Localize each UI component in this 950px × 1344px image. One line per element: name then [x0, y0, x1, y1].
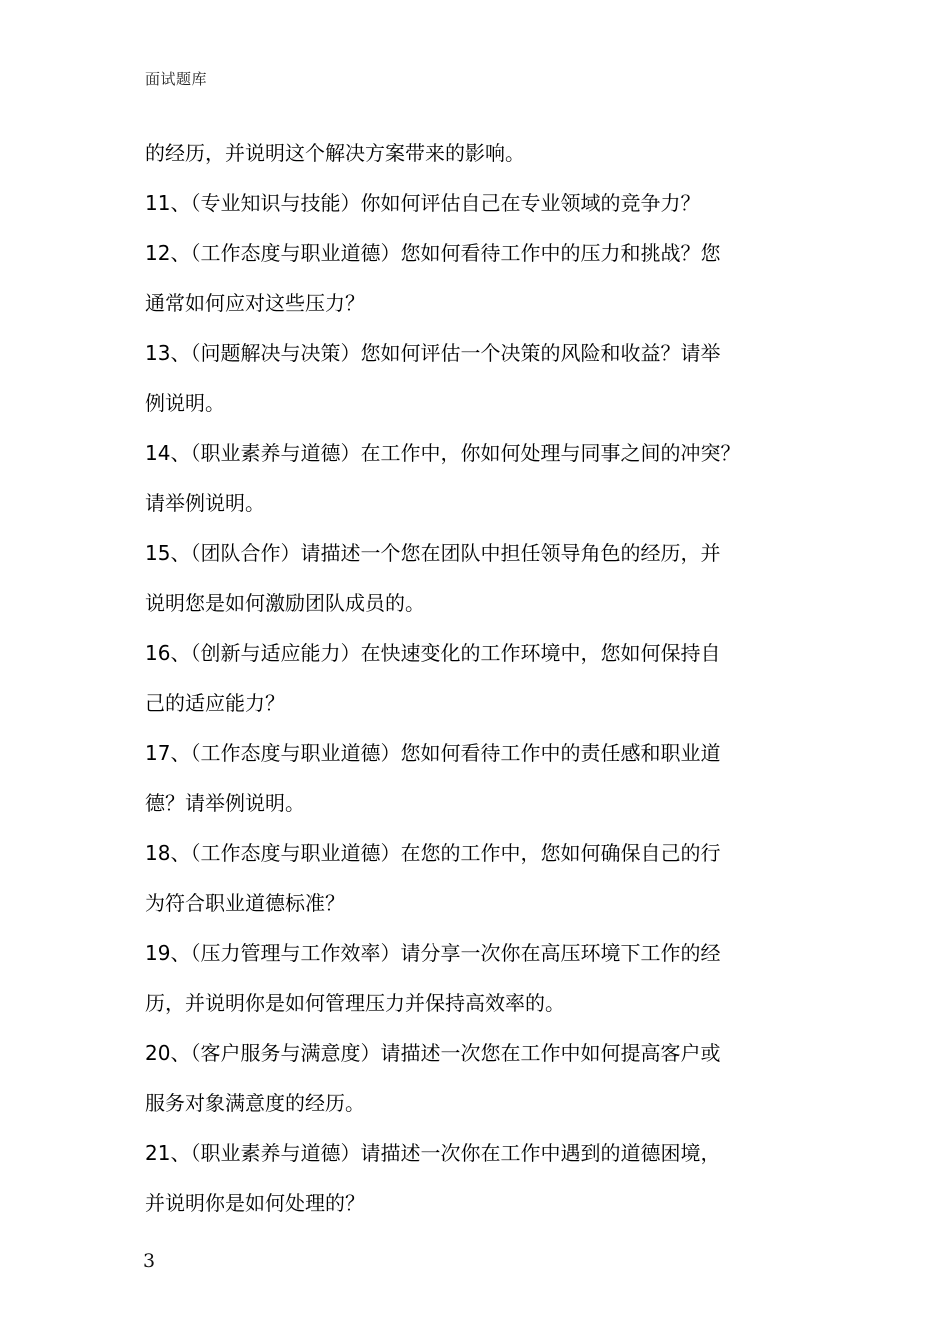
text-line: 的经历，并说明这个解决方案带来的影响。 [145, 141, 525, 165]
question-17-continued: 德？请举例说明。 [145, 791, 305, 815]
question-13-continued: 例说明。 [145, 391, 225, 415]
question-18: 18、（工作态度与职业道德）在您的工作中，您如何确保自己的行 [145, 841, 721, 865]
question-17: 17、（工作态度与职业道德）您如何看待工作中的责任感和职业道 [145, 741, 721, 765]
question-16: 16、（创新与适应能力）在快速变化的工作环境中，您如何保持自 [145, 641, 721, 665]
question-21: 21、（职业素养与道德）请描述一次你在工作中遇到的道德困境， [145, 1141, 721, 1165]
question-15: 15、（团队合作）请描述一个您在团队中担任领导角色的经历，并 [145, 541, 721, 565]
question-list [145, 128, 810, 1228]
question-14: 14、（职业素养与道德）在工作中，你如何处理与同事之间的冲突？ [145, 441, 741, 465]
question-16-continued: 己的适应能力？ [145, 691, 285, 715]
question-19: 19、（压力管理与工作效率）请分享一次你在高压环境下工作的经 [145, 941, 721, 965]
question-12: 12、（工作态度与职业道德）您如何看待工作中的压力和挑战？您 [145, 241, 721, 265]
question-20-continued: 服务对象满意度的经历。 [145, 1091, 365, 1115]
question-19-continued: 历，并说明你是如何管理压力并保持高效率的。 [145, 991, 565, 1015]
question-18-continued: 为符合职业道德标准？ [145, 891, 345, 915]
question-14-continued: 请举例说明。 [145, 491, 265, 515]
page-number: 3 [143, 1250, 156, 1272]
question-12-continued: 通常如何应对这些压力？ [145, 291, 365, 315]
page-header-title: 面试题库 [145, 70, 208, 88]
question-20: 20、（客户服务与满意度）请描述一次您在工作中如何提高客户或 [145, 1041, 721, 1065]
question-21-continued: 并说明你是如何处理的？ [145, 1191, 365, 1215]
question-13: 13、（问题解决与决策）您如何评估一个决策的风险和收益？请举 [145, 341, 721, 365]
question-15-continued: 说明您是如何激励团队成员的。 [145, 591, 425, 615]
question-11: 11、（专业知识与技能）你如何评估自己在专业领域的竞争力？ [145, 191, 701, 215]
